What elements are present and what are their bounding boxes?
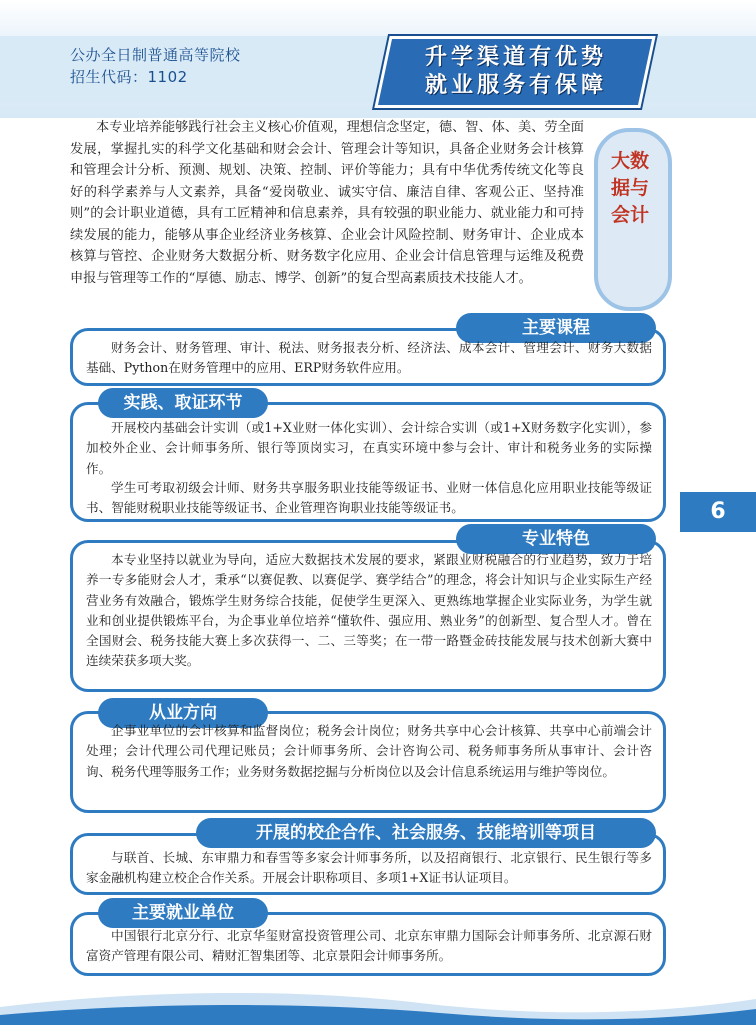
footer-wave xyxy=(0,985,756,1025)
courses-text: 财务会计、财务管理、审计、税法、财务报表分析、经济法、成本会计、管理会计、财务大数据基础、Python在财务管理中的应用、ERP财务软件应用。 xyxy=(86,340,652,376)
slogan-line-2: 就业服务有保障 xyxy=(424,73,607,98)
enroll-code: 招生代码：1102 xyxy=(70,68,188,86)
major-tag: 大数据与会计 xyxy=(610,150,649,226)
intro-paragraph: 本专业培养能够践行社会主义核心价值观，理想信念坚定，德、智、体、美、劳全面发展，掌握扎实的科学文化基础和财会会计、管理会计等知识，具备企业财务会计核算和管理会计分析、预测、规划、决策、控制、评价等能力；具有中华优秀传统文化等良好的科学素养与人文素养，具备“爱岗敬业、诚实守信、廉洁自律、客观公正、坚持准则”的会计职业道德，具有工匠精神和信息素养，具有较强的职业能力、就业能力和可持续发展的能力，能够从事企业经济业务核算、企业会计风险控制、财务审计、企业成本核算与管控、企业财务大数据分析、财务数字化应用、企业会计信息管理与运维及税费申报与管理等工作的“厚德、励志、博学、创新”的复合型高素质技术技能人才。 xyxy=(70,120,584,286)
cooperation-text: 与联首、长城、东审鼎力和春雪等多家会计师事务所，以及招商银行、北京银行、民生银行等多家金融机构建立校企合作关系。开展会计职称项目、多项1+X证书认证项目。 xyxy=(86,850,652,886)
school-type: 公办全日制普通高等院校 xyxy=(70,46,241,64)
practice-text-2: 学生可考取初级会计师、财务共享服务职业技能等级证书、业财一体信息化应用职业技能等级证书、智能财税职业技能等级证书、企业管理咨询职业技能等级证书。 xyxy=(86,480,652,516)
practice-text-1: 开展校内基础会计实训（或1+X业财一体化实训）、会计综合实训（或1+X财务数字化实训），参加校外企业、会计师事务所、银行等顶岗实习，在真实环境中参与会计、审计和税务业务的实际操作。 xyxy=(86,420,652,476)
features-text: 本专业坚持以就业为导向，适应大数据技术发展的要求，紧跟业财税融合的行业趋势，致力于培养一专多能财会人才，秉承“以赛促教、以赛促学、赛学结合”的理念，将会计知识与企业实际生产经营业务有效融合，锻炼学生财务综合技能，促使学生更深入、更熟练地掌握企业实际业务，为学生就业和创业提供锻炼平台，为企事业单位培养“懂软件、强应用、熟业务”的创新型、复合型人才。曾在全国财会、税务技能大赛上多次获得一、二、三等奖；在一带一路暨金砖技能发展与技术创新大赛中连续荣获多项大奖。 xyxy=(86,552,652,669)
slogan-line-1: 升学渠道有优势 xyxy=(424,45,607,70)
career-text: 企事业单位的会计核算和监督岗位；税务会计岗位；财务共享中心会计核算、共享中心前端会计处理；会计代理公司代理记账员；会计师事务所、会计咨询公司、税务师事务所从事审计、会计咨询、税务代理等服务工作；业务财务数据挖掘与分析岗位以及会计信息系统运用与维护等岗位。 xyxy=(86,723,652,779)
cooperation-title: 开展的校企合作、社会服务、技能培训等项目 xyxy=(196,818,656,848)
page-number: 6 xyxy=(680,492,756,532)
features-title: 专业特色 xyxy=(456,524,656,554)
employers-title: 主要就业单位 xyxy=(98,898,268,928)
career-title: 从业方向 xyxy=(98,698,268,728)
practice-title: 实践、取证环节 xyxy=(98,388,268,418)
courses-title: 主要课程 xyxy=(456,313,656,343)
employers-text: 中国银行北京分行、北京华玺财富投资管理公司、北京东审鼎力国际会计师事务所、北京源石财富资产管理有限公司、精财汇智集团等、北京景阳会计师事务所。 xyxy=(86,928,652,964)
